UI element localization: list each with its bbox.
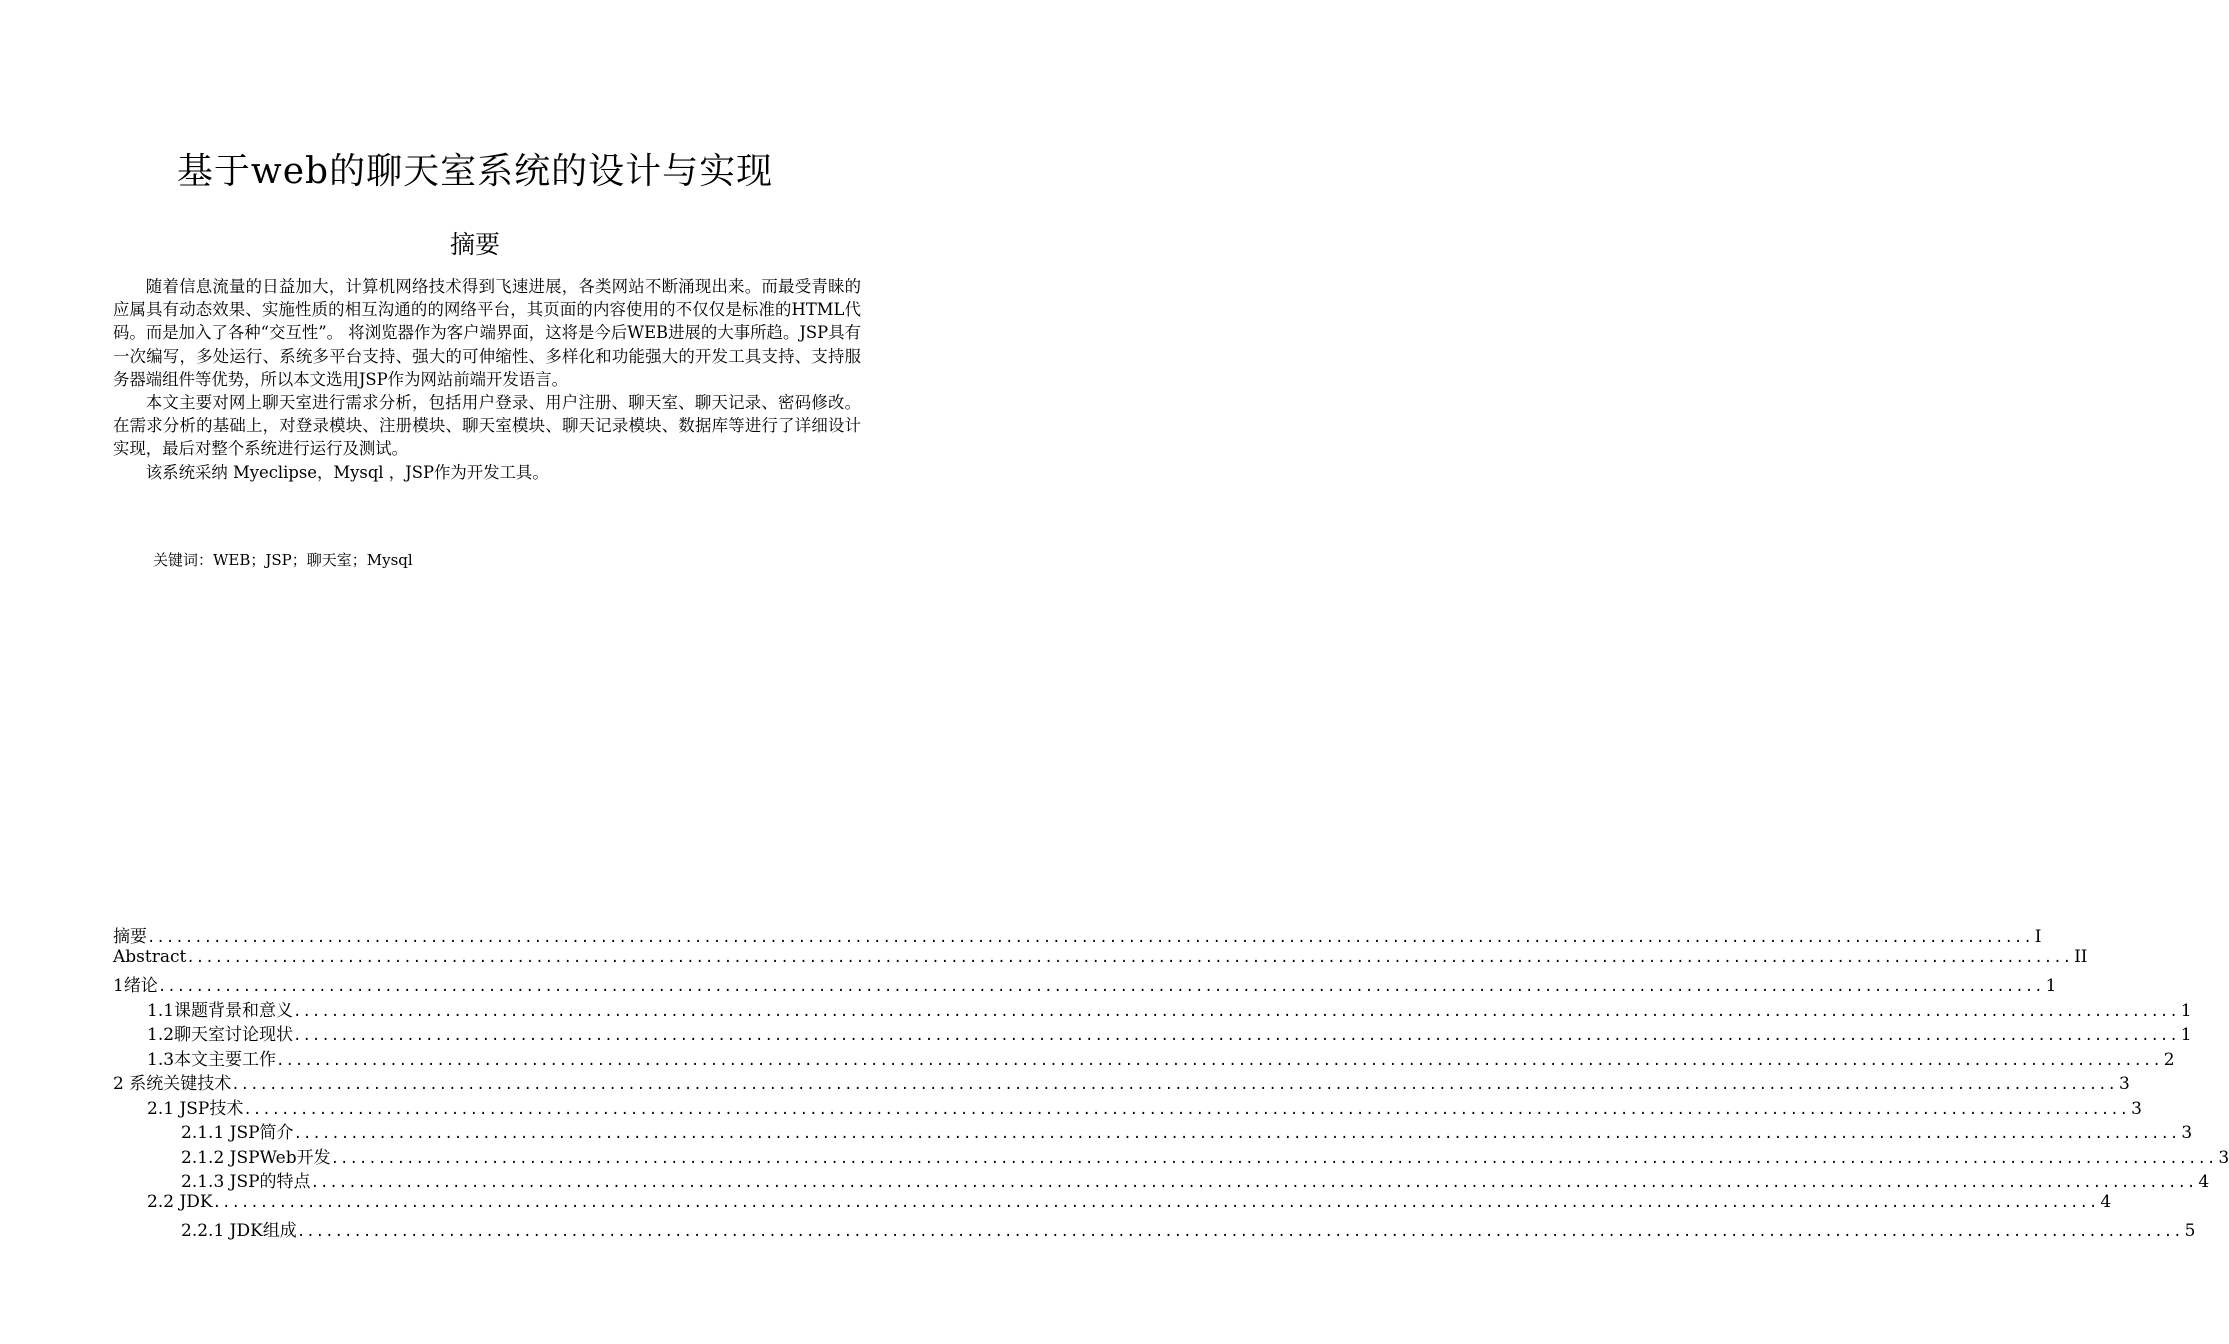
- toc-entry-page: 1: [2045, 976, 2057, 996]
- toc-entry-title: 2.1.1 JSP简介: [181, 1123, 294, 1143]
- toc-entry-title: 2.2.1 JDK组成: [181, 1221, 297, 1241]
- toc-entry-title: 2.1.2 JSPWeb开发: [181, 1147, 331, 1168]
- toc-entry[interactable]: [113, 1045, 2175, 1070]
- toc-leader-dots: ........................................................................................................................................................................................................: [186, 949, 2073, 966]
- toc-entry[interactable]: [113, 971, 2057, 996]
- toc-leader-dots: ........................................................................................................................................................................................................: [293, 1028, 2179, 1044]
- toc-leader-dots: ........................................................................................................................................................................................................: [231, 1077, 2117, 1093]
- toc-entry[interactable]: [113, 946, 2088, 972]
- toc-entry-title: 2.1 JSP技术: [147, 1098, 244, 1119]
- toc-leader-dots: ........................................................................................................................................................................................................: [293, 1003, 2179, 1020]
- toc-entry-title: Abstract: [113, 946, 187, 967]
- toc-leader-dots: ........................................................................................................................................................................................................: [330, 1150, 2217, 1167]
- toc-entry[interactable]: [113, 1191, 2112, 1217]
- toc-entry[interactable]: [113, 1118, 2193, 1143]
- table-of-contents: [113, 922, 2229, 1241]
- toc-entry-page: 2: [2163, 1049, 2175, 1070]
- toc-entry-page: 5: [2184, 1221, 2196, 1241]
- toc-entry-title: 1.1课题背景和意义: [147, 1000, 294, 1021]
- abstract-heading: 摘要: [449, 230, 500, 259]
- document-title: 基于web的聊天室系统的设计与实现: [176, 151, 774, 192]
- abstract-paragraph: 该系统采纳 Myeclipse，Mysql ，JSP作为开发工具。: [145, 462, 549, 482]
- toc-entry-title: 1.2聊天室讨论现状: [147, 1025, 294, 1045]
- toc-entry-page: II: [2074, 946, 2088, 967]
- toc-entry-page: 1: [2180, 1000, 2192, 1021]
- toc-leader-dots: ........................................................................................................................................................................................................: [276, 1052, 2162, 1069]
- toc-entry-page: 3: [2218, 1147, 2229, 1168]
- toc-entry-page: 3: [2118, 1074, 2130, 1094]
- toc-entry[interactable]: [113, 1143, 2229, 1168]
- toc-entry[interactable]: [113, 1020, 2192, 1045]
- toc-entry[interactable]: [113, 1094, 2142, 1119]
- toc-entry[interactable]: [113, 1069, 2130, 1094]
- toc-entry-title: 1.3本文主要工作: [147, 1049, 277, 1070]
- toc-entry[interactable]: [113, 1167, 2210, 1192]
- toc-entry-page: 4: [2198, 1172, 2210, 1192]
- toc-leader-dots: ........................................................................................................................................................................................................: [243, 1101, 2130, 1118]
- toc-entry-page: 4: [2100, 1191, 2112, 1212]
- keywords-line: 关键词：WEB；JSP；聊天室；Mysql: [153, 551, 413, 569]
- toc-entry[interactable]: [113, 1216, 2196, 1241]
- toc-leader-dots: ........................................................................................................................................................................................................: [310, 1175, 2197, 1191]
- toc-entry-page: 3: [2131, 1098, 2142, 1119]
- toc-leader-dots: ........................................................................................................................................................................................................: [147, 930, 2033, 946]
- toc-entry-page: 3: [2181, 1123, 2193, 1143]
- toc-leader-dots: ........................................................................................................................................................................................................: [293, 1126, 2180, 1142]
- toc-entry-title: 2 系统关键技术: [113, 1074, 232, 1094]
- abstract-paragraph: 随着信息流量的日益加大，计算机网络技术得到飞速进展，各类网站不断涌现出来。而最受青睐的应属具有动态效果、实施性质的相互沟通的的网络平台，其页面的内容使用的不仅仅是标准的HTML代码。而是加入了各种“交互性”。 将浏览器作为客户端界面，这将是今后WEB进展的大事所趋。JSP具有一次编写，多处运行、系统多平台支持、强大的可伸缩性、多样化和功能强大的开发工具支持、支持服务器端组件等优势，所以本文选用JSP作为网站前端开发语言。: [113, 277, 861, 389]
- toc-entry-title: 2.2 JDK: [147, 1191, 213, 1212]
- toc-leader-dots: ........................................................................................................................................................................................................: [157, 979, 2044, 995]
- toc-entry[interactable]: [113, 996, 2192, 1021]
- abstract-paragraph: 本文主要对网上聊天室进行需求分析，包括用户登录、用户注册、聊天室、聊天记录、密码修改。在需求分析的基础上，对登录模块、注册模块、聊天室模块、聊天记录模块、数据库等进行了详细设计实现，最后对整个系统进行运行及测试。: [113, 393, 861, 459]
- toc-entry-title: 2.1.3 JSP的特点: [181, 1172, 311, 1192]
- toc-entry[interactable]: [113, 922, 2042, 947]
- toc-leader-dots: ........................................................................................................................................................................................................: [296, 1224, 2183, 1240]
- abstract-body: [113, 275, 861, 484]
- toc-entry-page: I: [2034, 927, 2042, 947]
- toc-entry-page: 1: [2180, 1025, 2192, 1045]
- toc-leader-dots: ........................................................................................................................................................................................................: [212, 1194, 2099, 1211]
- toc-entry-title: 1绪论: [113, 976, 158, 996]
- toc-entry-title: 摘要: [113, 927, 147, 947]
